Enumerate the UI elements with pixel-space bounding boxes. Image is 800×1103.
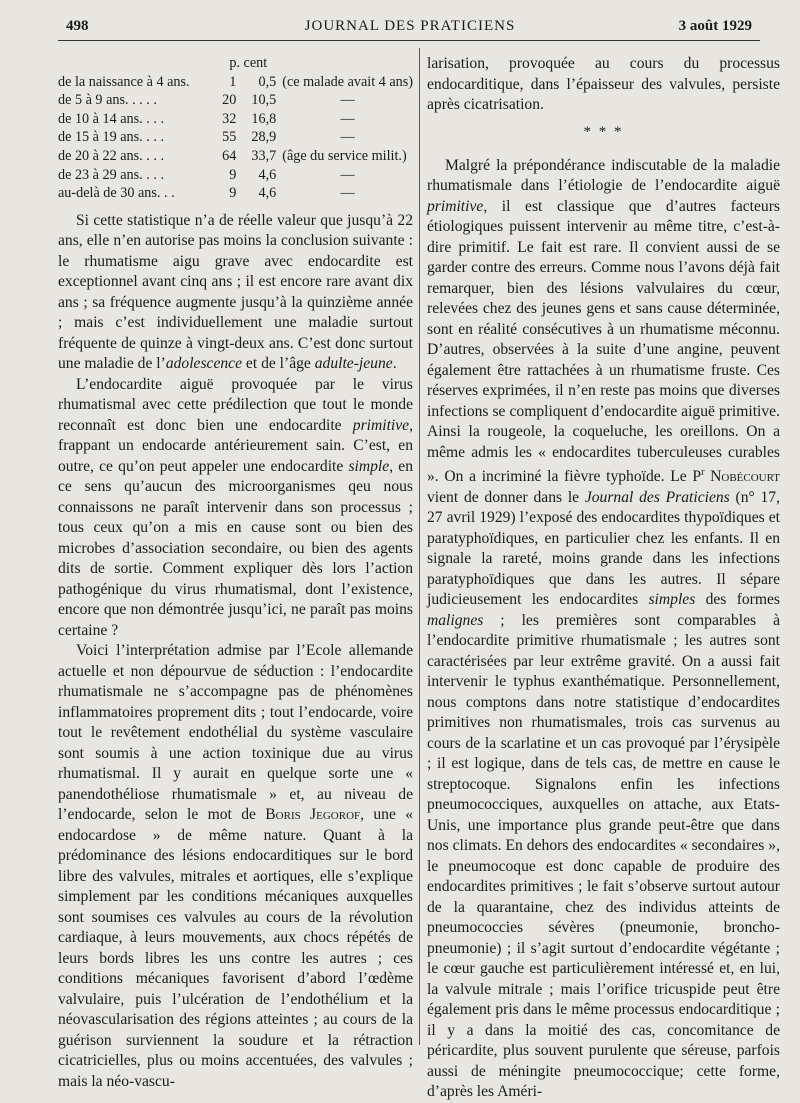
count-cell: 20 bbox=[222, 92, 237, 109]
percent-cell: 0,5 bbox=[258, 73, 277, 90]
note-cell: — bbox=[340, 185, 355, 202]
note-cell: (âge du service milit.) bbox=[282, 147, 407, 164]
percent-cell: 4,6 bbox=[258, 166, 277, 183]
section-separator: * * * bbox=[583, 123, 624, 140]
table-row bbox=[58, 184, 413, 203]
page-number: 498 bbox=[66, 18, 89, 34]
age-range-cell: de 5 à 9 ans. . . . . bbox=[58, 92, 157, 109]
percent-cell: 10,5 bbox=[251, 92, 277, 109]
paragraph: Malgré la prépondérance indiscutable de la maladie rhumatismale dans l’étiologie de l’endocardite aiguë primitive, il est classique que d’autres facteurs étiologiques puissent intervenir au même titre, c’est-à-dire primitif. Le fait est rare. Il convient aussi de se garder contre des erreurs. Comme nous l’avons déjà fait remarquer, bien des lésions valvulaires du cœur, relevées chez des jeunes gens et sans cause déterminée, sont en réalité consécutives à un rhumatisme méconnu. D’autres, observées à la suite d’une angine, peuvent également être rattachées à un rhumatisme fruste. Ces réserves exprimées, il n’en reste pas moins que diverses infections se compliquent d’endocardite aiguë primitive. Ainsi la rougeole, la coqueluche, les oreillons. On a même admis les « endocardites tuberculeuses curables ». On a incriminé la fièvre typhoïde. Le $P^r$ Nobécourt vient de donner dans le Journal des Praticiens (n° 17, 27 avril 1929) l’exposé des endocardites thypoïdiques et paratyphoïdiques, en particulier chez les enfants. Il en signale la rareté, moins grande dans les infections paratyphoïdiques que dans les autres. Il sépare judicieusement les endocardites simples des formes malignes ; les premières sont comparables à l’endocardite primitive rhumatismale ; les autres sont caractérisées par leur extrême gravité. On a aussi fait intervenir le typhus exanthématique. Personnellement, nous comptons dans notre statistique d’endocardites primitives non rhumatismales, trois cas survenus au cours de la scarlatine et un cas provoqué par l’érysipèle ; il est logique, dans de tels cas, de mettre en cause le streptocoque. Signalons enfin les infections pneumococciques, auxquelles on attache, aux Etats-Unis, une importance plus grande peut-être que dans nos climats. En dehors des endocardites « secondaires », le pneumocoque est donc capable de produire des endocardites primitives ; le fait s’observe surtout autour de la quarantaine, chez des individus atteints de pneumococcies sévères (pneumonie, broncho-pneumonie) ; il s’agit surtout d’endocardite végétante ; le cœur gauche est particulièrement intéressé et, en lui, la valvule mitrale ; mais l’orifice tricuspide peut être également pris dans le même processus endocarditique ; il y a dans la moitié des cas, concomitance de péricardite, plus souvent purulente que séreuse, parfois aussi de méningite pneumococcique; cette forme, d’après les Améri- bbox=[427, 156, 781, 1101]
percent-cell: 4,6 bbox=[258, 185, 277, 202]
table-header-row bbox=[58, 54, 413, 73]
age-range-cell: de 23 à 29 ans. . . . bbox=[58, 166, 164, 183]
table-row bbox=[58, 91, 413, 110]
note-cell: — bbox=[340, 129, 355, 146]
note-cell: — bbox=[340, 110, 355, 127]
count-cell: 64 bbox=[222, 147, 237, 164]
percent-cell: 16,8 bbox=[251, 110, 277, 127]
table-row bbox=[58, 128, 413, 147]
age-statistics-table bbox=[58, 54, 413, 203]
note-cell: — bbox=[340, 92, 355, 109]
table-row bbox=[58, 110, 413, 129]
table-row bbox=[58, 73, 413, 92]
note-cell: — bbox=[340, 166, 355, 183]
age-range-cell: de la naissance à 4 ans. bbox=[58, 73, 190, 90]
table-row bbox=[58, 166, 413, 185]
page-header bbox=[60, 16, 760, 38]
age-range-cell: de 10 à 14 ans. . . . bbox=[58, 110, 164, 127]
right-column bbox=[427, 54, 780, 1103]
column-divider bbox=[419, 48, 420, 1045]
count-cell: 32 bbox=[222, 110, 237, 127]
paragraph: larisation, provoquée au cours du processus endocarditique, dans l’épaisseur des valvules, persiste après cicatrisation. bbox=[427, 55, 780, 113]
age-range-cell: au-delà de 30 ans. . . bbox=[58, 185, 175, 202]
count-cell: 9 bbox=[229, 185, 237, 202]
age-range-cell: de 20 à 22 ans. . . . bbox=[58, 147, 164, 164]
note-cell: (ce malade avait 4 ans) bbox=[282, 73, 413, 90]
table-row bbox=[58, 147, 413, 166]
left-column bbox=[58, 54, 413, 1092]
paragraph: Si cette statistique n’a de réelle valeur que jusqu’à 22 ans, elle n’en autorise pas moins la conclusion suivante : le rhumatisme aigu grave avec endocardite est exceptionnel avant cinq ans ; il est encore rare avant dix ans ; sa fréquence augmente jusqu’à la quinzième année ; mais c’est individuellement une maladie surtout fréquente de quinze à vingt-deux ans. C’est donc surtout une maladie de l’adolescence et de l’âge adulte-jeune. bbox=[58, 211, 413, 373]
issue-date: 3 août 1929 bbox=[678, 18, 752, 34]
paragraph: L’endocardite aiguë provoquée par le virus rhumatismal avec cette prédilection que tout le monde reconnaît est donc bien une endocardite primitive, frappant un endocarde antérieurement sain. C’est, en outre, ce qu’on peut appeler une endocardite simple, en ce sens qu’aucun des microorganismes qeu nous connaissons ne paraît intervenir dans son processus ; tous ceux qu’on a mis en cause sont ou bien des microbes d’association secondaire, ou bien des agents dits de sortie. Comment expliquer dès lors l’action pathogénique du virus rhumatismal, dont l’existence, encore que non démontrée jusqu’ici, ne paraît pas moins certaine ? bbox=[58, 375, 413, 639]
percent-unit-header: p. cent bbox=[229, 55, 268, 71]
count-cell: 1 bbox=[229, 73, 237, 90]
age-range-cell: de 15 à 19 ans. . . . bbox=[58, 129, 164, 146]
journal-title: JOURNAL DES PRATICIENS bbox=[304, 18, 516, 34]
header-rule bbox=[58, 40, 760, 41]
paragraph: Voici l’interprétation admise par l’Ecole allemande actuelle et non dépourvue de séduction : l’endocardite rhumatismale ne s’accompagne pas de phénomènes inflammatoires proprement dits ; tout l’endocarde, voire tout le revêtement endothélial du système vasculaire sont soumis à une action toxinique due au virus rhumatismal. Il y aurait en quelque sorte une « panendothéliose rhumatismale » et, au niveau de l’endocarde, selon le mot de Boris Jegorof, une « endocardose » de même nature. Quant à la prédominance des lésions endocarditiques sur le bord libre des valvules, mitrales et aortiques, elle s’explique simplement par les conditions mécaniques auxquelles sont soumises ces valvules au cours de la révolution cardiaque, à leurs mouvements, aux chocs répétés de leurs bords libres les uns contre les autres ; ces conditions mécaniques favorisent d’abord l’œdème valvulaire, puis l’ulcération de l’endothélium et la néovascularisation des régions atteintes ; au cours de la guérison surviennent la soudure et la rétraction cicatricielles, plus ou moins accentuées, des valvules ; mais la néo-vascu- bbox=[58, 642, 413, 1090]
percent-cell: 33,7 bbox=[251, 147, 277, 164]
count-cell: 55 bbox=[222, 129, 237, 146]
percent-cell: 28,9 bbox=[251, 129, 277, 146]
count-cell: 9 bbox=[229, 166, 237, 183]
